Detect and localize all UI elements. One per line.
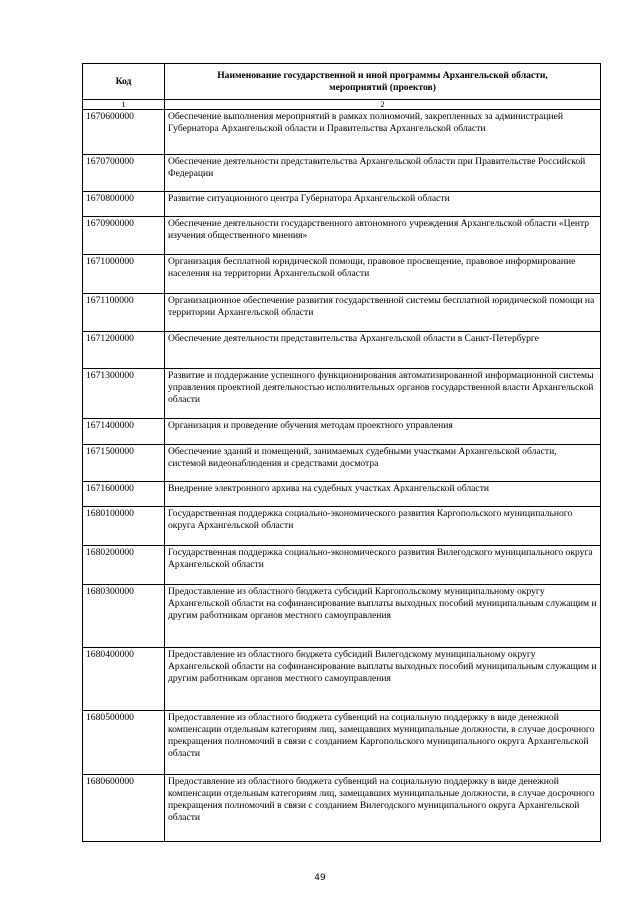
- column-number-2: 2: [165, 100, 601, 110]
- row-code: 1671200000: [83, 332, 165, 369]
- header-name: [165, 64, 601, 100]
- row-name: Государственная поддержка социально-экономического развития Вилегодского муниципального округа Архангельской области: [165, 546, 601, 585]
- row-code: 1670700000: [83, 155, 165, 192]
- table-row: [83, 775, 601, 842]
- row-code: 1680200000: [83, 546, 165, 585]
- row-name: Организация бесплатной юридической помощи, правовое просвещение, правовое информирование населения на территории Архангельской области: [165, 255, 601, 294]
- row-name: Предоставление из областного бюджета субсидий Каргопольскому муниципальному округу Архангельской области на софинансирование выплаты выходных пособий муниципальным служащим и другим работникам органов местного самоуправления: [165, 585, 601, 648]
- row-code: 1680400000: [83, 648, 165, 711]
- table-row: [83, 711, 601, 775]
- table-row: [83, 192, 601, 217]
- table-row: [83, 369, 601, 419]
- row-code: 1680600000: [83, 775, 165, 842]
- row-name: Внедрение электронного архива на судебных участках Архангельской области: [165, 482, 601, 507]
- table-row: [83, 217, 601, 255]
- row-name: Обеспечение зданий и помещений, занимаемых судебными участками Архангельской области, системой видеонаблюдения и средствами досмотра: [165, 445, 601, 482]
- table-row: [83, 110, 601, 155]
- row-code: 1671100000: [83, 294, 165, 332]
- row-name: Развитие и поддержание успешного функционирования автоматизированной информационной системы управления проектной деятельностью исполнительных органов государственной власти Архангельской области: [165, 369, 601, 419]
- table-row: [83, 155, 601, 192]
- row-code: 1671500000: [83, 445, 165, 482]
- row-name: Государственная поддержка социально-экономического развития Каргопольского муниципального округа Архангельской области: [165, 507, 601, 546]
- table-row: [83, 546, 601, 585]
- row-code: 1671000000: [83, 255, 165, 294]
- header-name-line1: Наименование государственной и иной программы Архангельской области,: [217, 69, 548, 81]
- row-code: 1670600000: [83, 110, 165, 155]
- table-row: [83, 482, 601, 507]
- table-row: [83, 255, 601, 294]
- table-row: [83, 585, 601, 648]
- row-code: 1671600000: [83, 482, 165, 507]
- row-name: Предоставление из областного бюджета субсидий Вилегодскому муниципальному округу Архангельской области на софинансирование выплаты выходных пособий муниципальным служащим и другим работникам органов местного самоуправления: [165, 648, 601, 711]
- column-number-1: 1: [83, 100, 165, 110]
- budget-program-table: [82, 63, 601, 842]
- row-name: Организационное обеспечение развития государственной системы бесплатной юридической помощи на территории Архангельской области: [165, 294, 601, 332]
- table-row: [83, 332, 601, 369]
- row-name: Предоставление из областного бюджета субвенций на социальную поддержку в виде денежной компенсации отдельным категориям лиц, замещавших муниципальные должности, в случае досрочного прекращения полномочий в связи с созданием Каргопольского муниципального округа Архангельской области: [165, 711, 601, 775]
- row-code: 1671300000: [83, 369, 165, 419]
- row-name: Развитие ситуационного центра Губернатора Архангельской области: [165, 192, 601, 217]
- row-code: 1671400000: [83, 419, 165, 445]
- row-code: 1680100000: [83, 507, 165, 546]
- table-row: [83, 419, 601, 445]
- row-code: 1680500000: [83, 711, 165, 775]
- header-name-line2: мероприятий (проектов): [329, 81, 436, 93]
- table-row: [83, 294, 601, 332]
- table-row: [83, 648, 601, 711]
- table-row: [83, 507, 601, 546]
- row-name: Обеспечение деятельности представительства Архангельской области в Санкт-Петербурге: [165, 332, 601, 369]
- table-row: [83, 445, 601, 482]
- row-name: Обеспечение деятельности государственного автономного учреждения Архангельской области «Центр изучения общественного мнения»: [165, 217, 601, 255]
- row-name: Организация и проведение обучения методам проектного управления: [165, 419, 601, 445]
- row-code: 1670800000: [83, 192, 165, 217]
- row-code: 1680300000: [83, 585, 165, 648]
- page-number: 49: [314, 873, 326, 883]
- row-name: Обеспечение выполнения мероприятий в рамках полномочий, закрепленных за администрацией Губернатора Архангельской области и Правительства Архангельской области: [165, 110, 601, 155]
- row-name: Предоставление из областного бюджета субвенций на социальную поддержку в виде денежной компенсации отдельным категориям лиц, замещавших муниципальные должности, в случае досрочного прекращения полномочий в связи с созданием Вилегодского муниципального округа Архангельской области: [165, 775, 601, 842]
- row-name: Обеспечение деятельности представительства Архангельской области при Правительстве Российской Федерации: [165, 155, 601, 192]
- header-code: Код: [83, 64, 165, 100]
- row-code: 1670900000: [83, 217, 165, 255]
